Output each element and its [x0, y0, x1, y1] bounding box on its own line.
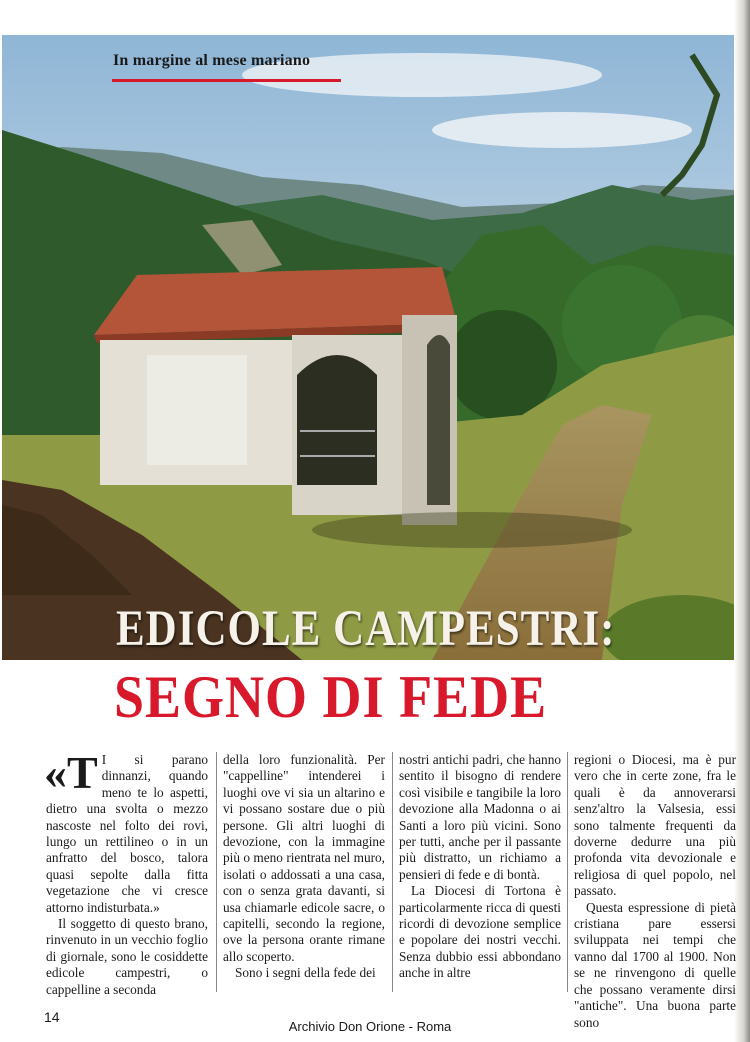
column-1-paragraph-2: Il soggetto di questo brano, rinvenuto in un vecchio foglio di giornale, sono le cosiddette edicole campestri, o cappelline a seconda: [46, 916, 208, 997]
column-3-paragraph-2: La Diocesi di Tortona è particolarmente ricca di questi ricordi di devozione semplice e popolare dei nostri vecchi. Senza dubbio essi abbondano anche in altre: [399, 883, 561, 981]
column-2-paragraph-2: Sono i segni della fede dei: [235, 965, 376, 981]
column-divider: [392, 752, 393, 992]
column-divider: [567, 752, 568, 992]
page-edge-shadow: [734, 0, 750, 1042]
headline-line-2: SEGNO DI FEDE: [114, 663, 548, 731]
column-divider: [216, 752, 217, 992]
article-column-4: [574, 752, 736, 1031]
column-4-paragraph-1: regioni o Diocesi, ma è pur vero che in certe zone, fra le quali è da annoverarsi senz'altro la Valsesia, essi sono talmente frequenti da doverne dedurre una più profonda vita devozionale e religiosa di quel popolo, nel passato.: [574, 752, 736, 899]
column-1-paragraph-1: I si parano dinnanzi, quando meno te lo aspetti, dietro una svolta o mezzo nascoste nel folto dei rovi, lungo un rettilineo o in un anfratto del bosco, talora quasi sepolte dalla fitta vegetazione che vi cresce attorno indisturbata.»: [46, 752, 208, 915]
article-column-2: [223, 752, 385, 982]
section-rule: [112, 79, 341, 82]
article-column-1: [44, 747, 208, 998]
archive-footer: Archivio Don Orione - Roma: [288, 1019, 452, 1034]
column-4-paragraph-2: Questa espressione di pietà cristiana pare essersi sviluppata nei tempi che vanno dal 1700 al 1900. Non se ne rinvengono di quelle che possano veramente dirsi "antiche". Una buona parte sono: [574, 899, 736, 1030]
section-label: In margine al mese mariano: [113, 52, 311, 69]
column-3-paragraph-1: nostri antichi padri, che hanno sentito il bisogno di rendere così visibile e tangibile la loro devozione alla Madonna o ai Santi a loro più vicini. Sono per tutti, anche per il passante più distratto, un richiamo a pensieri di fede e di bontà.: [399, 752, 561, 882]
column-2-paragraph-1: della loro funzionalità. Per "cappelline" intenderei i luoghi ove vi sia un altarino e vi possano sostare due o più persone. Gli altri luoghi di devozione, con la immagine più o meno rientrata nel muro, isolati o addossati a una casa, con o senza grata davanti, si usa chiamarle edicole sacre, o capitelli, secondo la regione, ove la persona orante rimane allo scoperto.: [223, 752, 385, 964]
drop-cap: «T: [44, 747, 98, 798]
page-number: 14: [44, 1009, 60, 1025]
headline-line-1: EDICOLE CAMPESTRI:: [116, 601, 616, 657]
article-column-3: [399, 752, 561, 982]
chapel-landscape-photo: [2, 35, 734, 660]
